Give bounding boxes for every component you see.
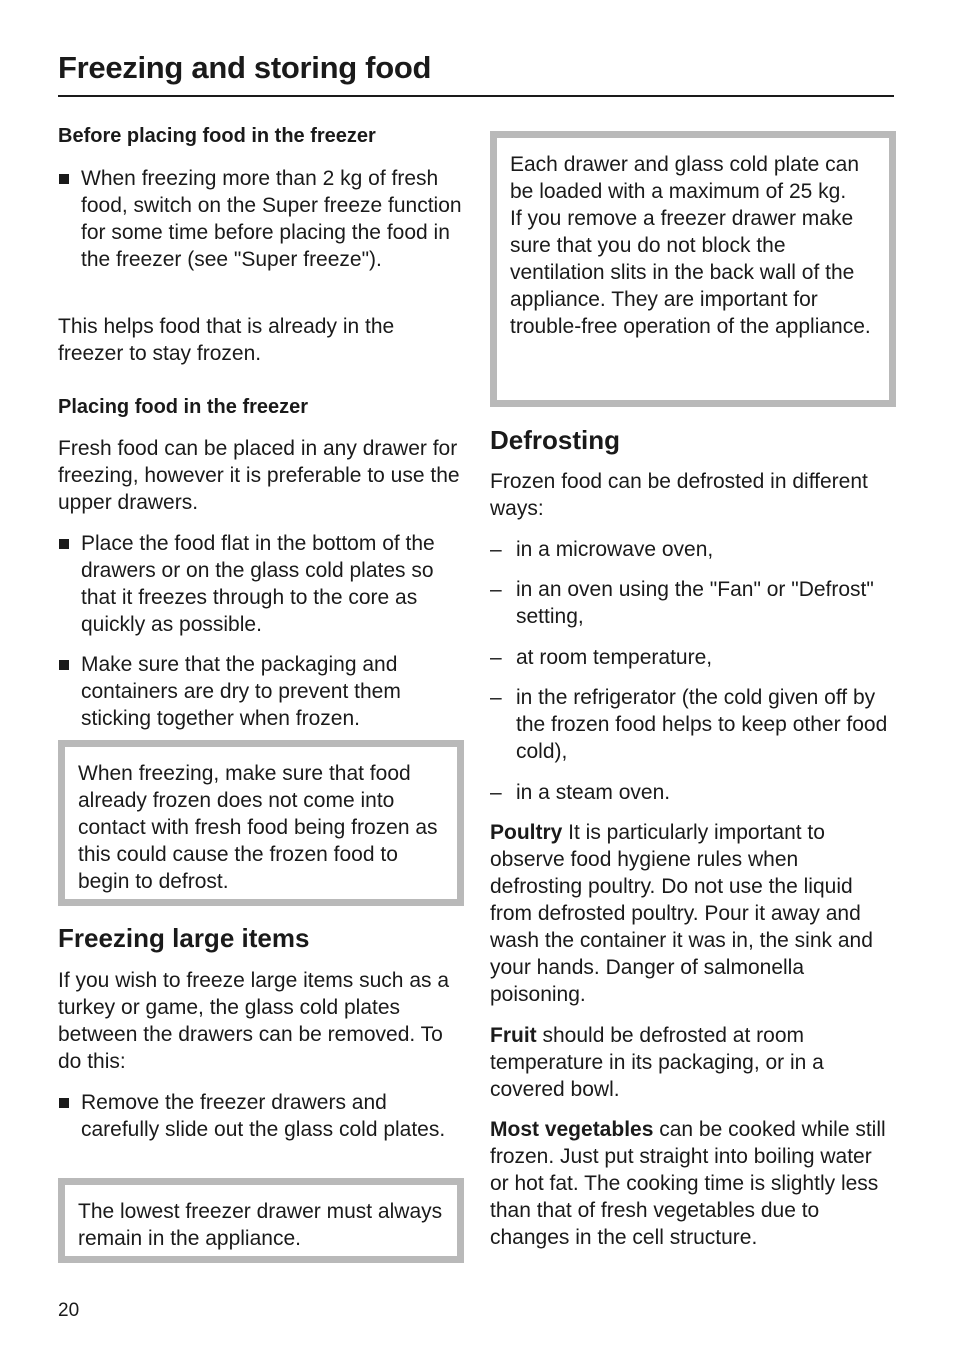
list-item: – in a steam oven. [490, 781, 671, 804]
page-title: Freezing and storing food [58, 50, 894, 97]
note-box-loading [490, 131, 896, 407]
list-item: Make sure that the packaging and containers are dry to prevent them sticking together when frozen. [58, 651, 464, 732]
poultry-paragraph: Poultry It is particularly important to observe food hygiene rules when defrosting poultry. Do not use the liquid from defrosted poultry. Pour it away and wash the container it was in, the sink and your hands. Danger of salmonella poisoning. [490, 821, 873, 1006]
fruit-paragraph: Fruit should be defrosted at room temperature in its packaging, or in a covered bowl. [490, 1024, 824, 1101]
dash-bullet: – [490, 686, 502, 709]
square-bullet-icon [59, 539, 69, 549]
fruit-label: Fruit [490, 1024, 537, 1047]
before-heading: Before placing food in the freezer [58, 125, 376, 147]
dash-bullet: – [490, 781, 502, 804]
note-load-line: Each drawer and glass cold plate can be loaded with a maximum of 25 kg. [510, 153, 860, 203]
list-item: – in an oven using the "Fan" or "Defrost" setting, [490, 578, 874, 628]
defrosting-heading: Defrosting [490, 425, 620, 455]
placing-paragraph: Fresh food can be placed in any drawer for freezing, however it is preferable to use the upper drawers. [58, 437, 460, 514]
before-paragraph: This helps food that is already in the freezer to stay frozen. [58, 315, 395, 365]
list-item: When freezing more than 2 kg of fresh food, switch on the Super freeze function for some time before placing the food in the freezer (see "Super freeze"). [58, 165, 464, 273]
note-box-frozen: When freezing, make sure that food already frozen does not come into contact with fresh food being frozen as this could cause the frozen food to begin to defrost. [58, 740, 464, 906]
placing-heading: Placing food in the freezer [58, 396, 309, 418]
note-ventilation-line: If you remove a freezer drawer make sure that you do not block the ventilation slits in the back wall of the appliance. They are important for trouble-free operation of the appliance. [510, 207, 871, 338]
list-item: – in the refrigerator (the cold given off by the frozen food helps to keep other food cold), [490, 686, 888, 763]
vegetables-paragraph: Most vegetables can be cooked while still frozen. Just put straight into boiling water or hot fat. The cooking time is slightly less than that of fresh vegetables due to changes in the cell structure. [490, 1118, 886, 1249]
list-item: Remove the freezer drawers and carefully slide out the glass cold plates. [58, 1089, 464, 1143]
square-bullet-icon [59, 660, 69, 670]
vegetables-label: Most vegetables [490, 1118, 654, 1141]
freezing-large-items-heading: Freezing large items [58, 923, 310, 953]
note-box-lowest-drawer: The lowest freezer drawer must always remain in the appliance. [58, 1178, 464, 1263]
poultry-label: Poultry [490, 821, 563, 844]
dash-bullet: – [490, 578, 502, 601]
square-bullet-icon [59, 1098, 69, 1108]
list-item: Place the food flat in the bottom of the drawers or on the glass cold plates so that it freezes through to the core as quickly as possible. [58, 530, 464, 638]
list-item: – at room temperature, [490, 646, 713, 669]
defrosting-intro: Frozen food can be defrosted in different ways: [490, 470, 868, 520]
dash-bullet: – [490, 538, 502, 561]
list-item: – in a microwave oven, [490, 538, 714, 561]
dash-bullet: – [490, 646, 502, 669]
square-bullet-icon [59, 174, 69, 184]
large-items-paragraph: If you wish to freeze large items such as a turkey or game, the glass cold plates between the drawers can be removed. To do this: [58, 969, 450, 1073]
page-number: 20 [58, 1300, 80, 1321]
